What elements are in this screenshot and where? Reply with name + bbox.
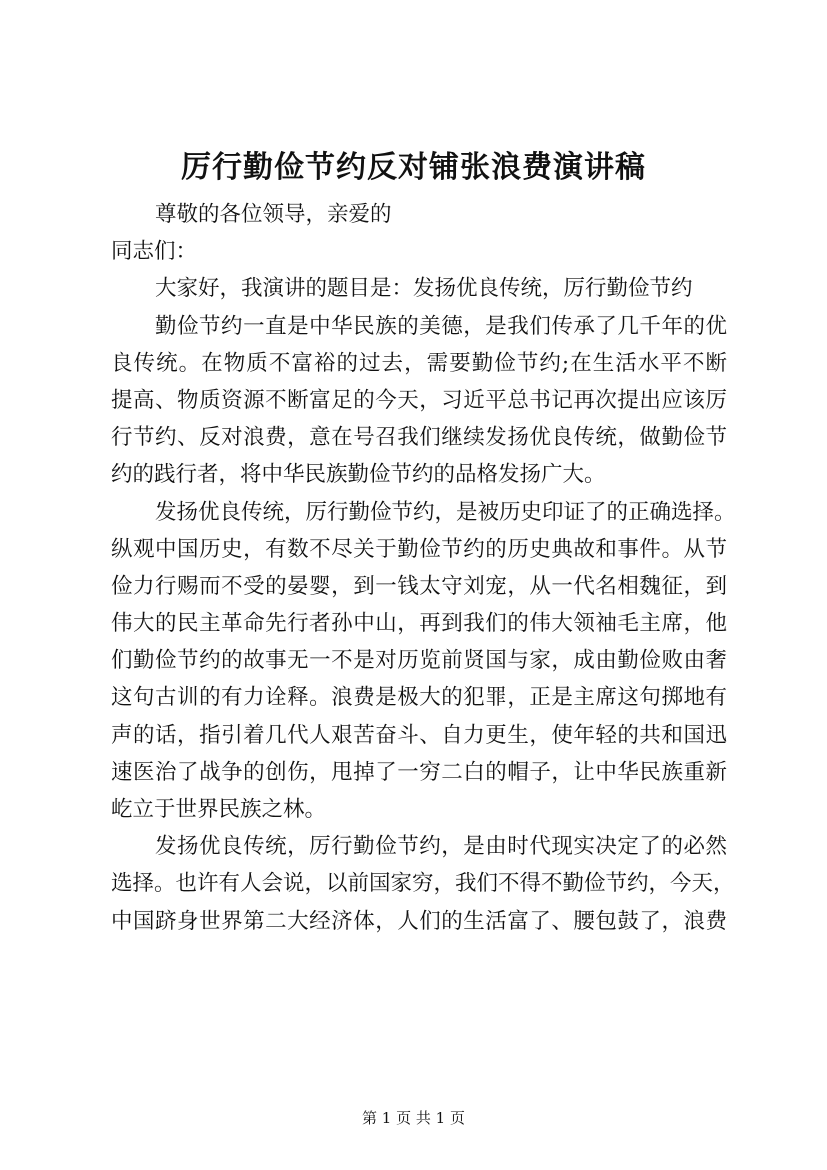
paragraph-line: 声的话，指引着几代人艰苦奋斗、自力更生，使年轻的共和国迅 bbox=[111, 722, 727, 748]
salutation-line: 尊敬的各位领导，亲爱的 bbox=[155, 202, 392, 227]
paragraph-line: 速医治了战争的创伤，甩掉了一穷二白的帽子，让中华民族重新 bbox=[111, 759, 727, 785]
paragraph-line: 选择。也许有人会说，以前国家穷，我们不得不勤俭节约，今天， bbox=[111, 871, 735, 897]
paragraph-line: 屹立于世界民族之林。 bbox=[111, 797, 327, 822]
document-body bbox=[111, 196, 736, 940]
paragraph-line: 发扬优良传统，厉行勤俭节约，是被历史印证了的正确选择。 bbox=[155, 499, 736, 525]
paragraph-line: 们勤俭节约的故事无一不是对历览前贤国与家，成由勤俭败由奢 bbox=[111, 648, 727, 674]
paragraph-line: 发扬优良传统，厉行勤俭节约，是由时代现实决定了的必然 bbox=[155, 834, 727, 860]
paragraph-line: 行节约、反对浪费，意在号召我们继续发扬优良传统，做勤俭节 bbox=[111, 425, 727, 451]
paragraph-line: 良传统。在物质不富裕的过去，需要勤俭节约;在生活水平不断 bbox=[111, 350, 727, 376]
paragraph-line: 提高、物质资源不断富足的今天，习近平总书记再次提出应该厉 bbox=[111, 387, 727, 413]
paragraph-line: 这句古训的有力诠释。浪费是极大的犯罪，正是主席这句掷地有 bbox=[111, 685, 727, 711]
page-footer: 第 1 页 共 1 页 bbox=[362, 1109, 465, 1127]
paragraph-line: 中国跻身世界第二大经济体，人们的生活富了、腰包鼓了，浪费 bbox=[111, 908, 727, 934]
paragraph-line: 勤俭节约一直是中华民族的美德，是我们传承了几千年的优 bbox=[155, 313, 727, 339]
paragraph-line: 俭力行赐而不受的晏婴，到一钱太守刘宠，从一代名相魏征，到 bbox=[111, 573, 727, 599]
paragraph-line: 纵观中国历史，有数不尽关于勤俭节约的历史典故和事件。从节 bbox=[111, 536, 727, 562]
document-title: 厉行勤俭节约反对铺张浪费演讲稿 bbox=[181, 150, 646, 185]
paragraph-line: 伟大的民主革命先行者孙中山，再到我们的伟大领袖毛主席，他 bbox=[111, 611, 727, 637]
salutation-line: 同志们： bbox=[111, 239, 198, 265]
greeting-line: 大家好，我演讲的题目是：发扬优良传统，厉行勤俭节约 bbox=[155, 276, 693, 302]
paragraph-line: 约的践行者，将中华民族勤俭节约的品格发扬广大。 bbox=[111, 462, 606, 488]
